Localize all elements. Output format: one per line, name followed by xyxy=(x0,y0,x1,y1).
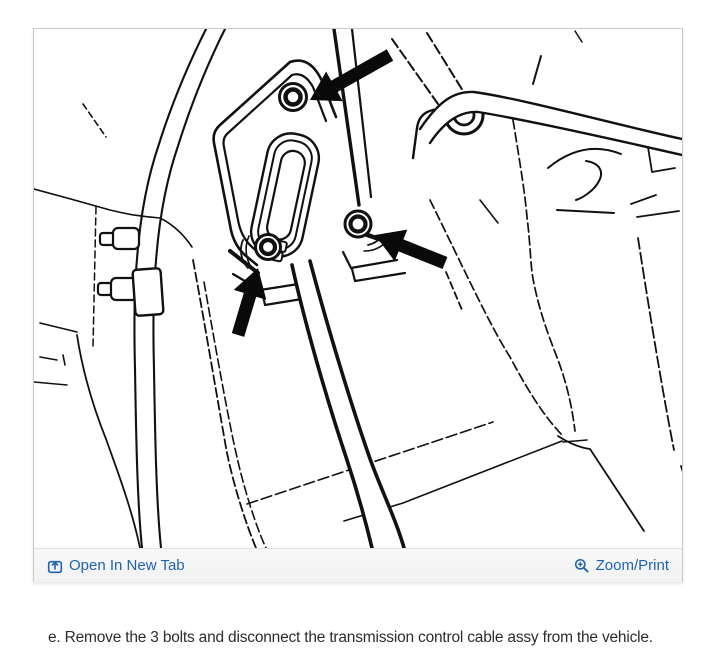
control-cable xyxy=(292,261,404,548)
arrow-top xyxy=(310,49,393,101)
hose-loop xyxy=(420,56,682,155)
zoom-print-link[interactable] xyxy=(574,558,669,574)
hose-clamp xyxy=(132,268,163,316)
open-in-new-tab-icon xyxy=(47,558,63,574)
bolt-top xyxy=(280,84,307,111)
arrow-right xyxy=(375,230,447,269)
bolt-left xyxy=(256,235,281,260)
diagram-image xyxy=(34,29,682,548)
open-in-new-tab-label: Open In New Tab xyxy=(69,557,185,574)
image-toolbar xyxy=(34,548,682,582)
transmission-cable-diagram xyxy=(34,29,682,548)
step-caption: e. Remove the 3 bolts and disconnect the transmission control cable assy from the vehicle. xyxy=(48,629,653,646)
zoom-print-label: Zoom/Print xyxy=(595,557,669,574)
open-in-new-tab-link[interactable] xyxy=(47,558,185,574)
panel-curves xyxy=(548,141,679,217)
arrow-left xyxy=(232,268,266,337)
zoom-magnifier-icon xyxy=(574,558,590,574)
diagram-frame xyxy=(33,28,683,582)
bolt-right xyxy=(345,211,371,237)
